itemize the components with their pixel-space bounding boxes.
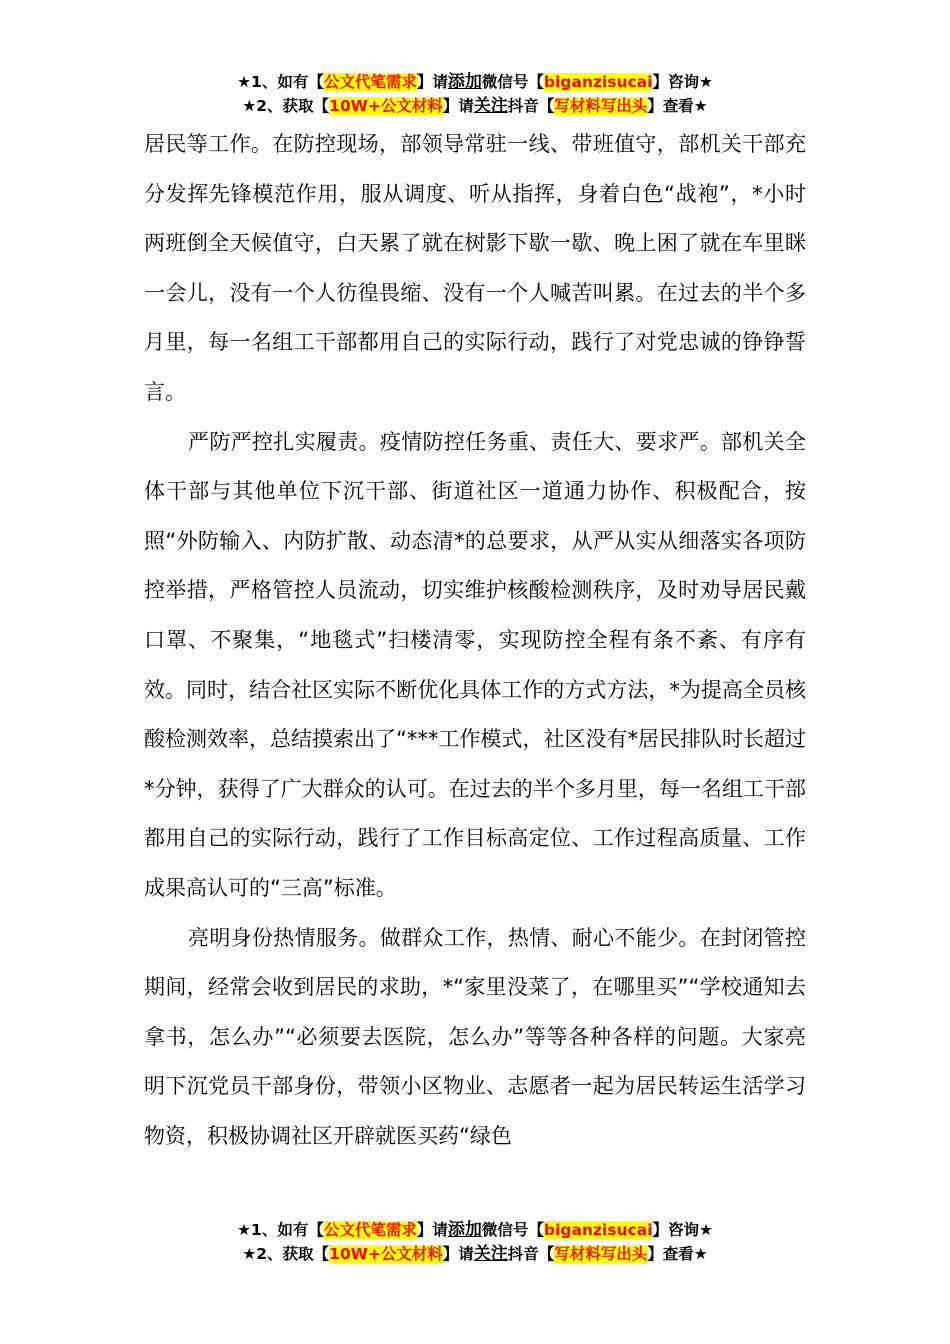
banner-text: 2、获取【 [256, 97, 330, 115]
banner-text: 】咨询★ [652, 1221, 713, 1239]
highlight-douyin-account: 写材料写出头 [554, 97, 648, 115]
star-icon: ★ [237, 1221, 252, 1239]
banner-text: 抖音【 [507, 97, 555, 115]
header-banner [0, 70, 950, 118]
document-body [144, 120, 806, 1161]
underlined-follow: 关注 [473, 1244, 508, 1264]
banner-line-1 [0, 70, 950, 94]
banner-text: 微信号【 [481, 73, 544, 91]
underlined-add: 添加 [447, 1220, 482, 1240]
paragraph-3: 亮明身份热情服务。做群众工作，热情、耐心不能少。在封闭管控期间，经常会收到居民的求助，*“家里没菜了，在哪里买”“学校通知去拿书，怎么办”“必须要去医院，怎么办”等等各种各样的问题。大家亮明下沉党员干部身份，带领小区物业、志愿者一起为居民转运生活学习物资，积极协调社区开辟就医买药“绿色 [144, 925, 806, 1148]
star-icon: ★ [237, 73, 252, 91]
underlined-follow: 关注 [473, 96, 508, 116]
highlight-service: 公文代笔需求 [323, 1221, 417, 1239]
highlight-materials: 10W+公文材料 [329, 97, 443, 115]
banner-text: 1、如有【 [251, 73, 324, 91]
banner-text: 】请 [416, 73, 448, 91]
highlight-douyin-account: 写材料写出头 [554, 1245, 648, 1263]
banner-line-1 [0, 1218, 950, 1242]
highlight-wechat-id: biganzisucai [543, 1221, 653, 1239]
banner-line-2 [0, 1242, 950, 1266]
banner-text: 1、如有【 [251, 1221, 324, 1239]
paragraph-2: 严防严控扎实履责。疫情防控任务重、责任大、要求严。部机关全体干部与其他单位下沉干部、街道社区一道通力协作、积极配合，按照“外防输入、内防扩散、动态清*的总要求，从严从实从细落实各项防控举措，严格管控人员流动，切实维护核酸检测秩序，及时劝导居民戴口罩、不聚集，“地毯式”扫楼清零，实现防控全程有条不紊、有序有效。同时，结合社区实际不断优化具体工作的方式方法，*为提高全员核酸检测效率，总结摸索出了“***工作模式，社区没有*居民排队时长超过*分钟，获得了广大群众的认可。在过去的半个多月里，每一名组工干部都用自己的实际行动，践行了工作目标高定位、工作过程高质量、工作成果高认可的“三高”标准。 [144, 429, 806, 900]
banner-text: 】请 [442, 1245, 474, 1263]
paragraph-1: 居民等工作。在防控现场，部领导常驻一线、带班值守，部机关干部充分发挥先锋模范作用，服从调度、听从指挥，身着白色“战袍”，*小时两班倒全天候值守，白天累了就在树影下歇一歇、晚上困了就在车里眯一会儿，没有一个人彷徨畏缩、没有一个人喊苦叫累。在过去的半个多月里，每一名组工干部都用自己的实际行动，践行了对党忠诚的铮铮誓言。 [144, 132, 806, 404]
star-icon: ★ [242, 97, 257, 115]
underlined-add: 添加 [447, 72, 482, 92]
banner-text: 】请 [416, 1221, 448, 1239]
banner-line-2 [0, 94, 950, 118]
banner-text: 微信号【 [481, 1221, 544, 1239]
banner-text: 抖音【 [507, 1245, 555, 1263]
banner-text: 】咨询★ [652, 73, 713, 91]
star-icon: ★ [242, 1245, 257, 1263]
highlight-materials: 10W+公文材料 [329, 1245, 443, 1263]
highlight-wechat-id: biganzisucai [543, 73, 653, 91]
banner-text: 】查看★ [647, 1245, 708, 1263]
footer-banner [0, 1218, 950, 1266]
highlight-service: 公文代笔需求 [323, 73, 417, 91]
banner-text: 2、获取【 [256, 1245, 330, 1263]
banner-text: 】请 [442, 97, 474, 115]
banner-text: 】查看★ [647, 97, 708, 115]
